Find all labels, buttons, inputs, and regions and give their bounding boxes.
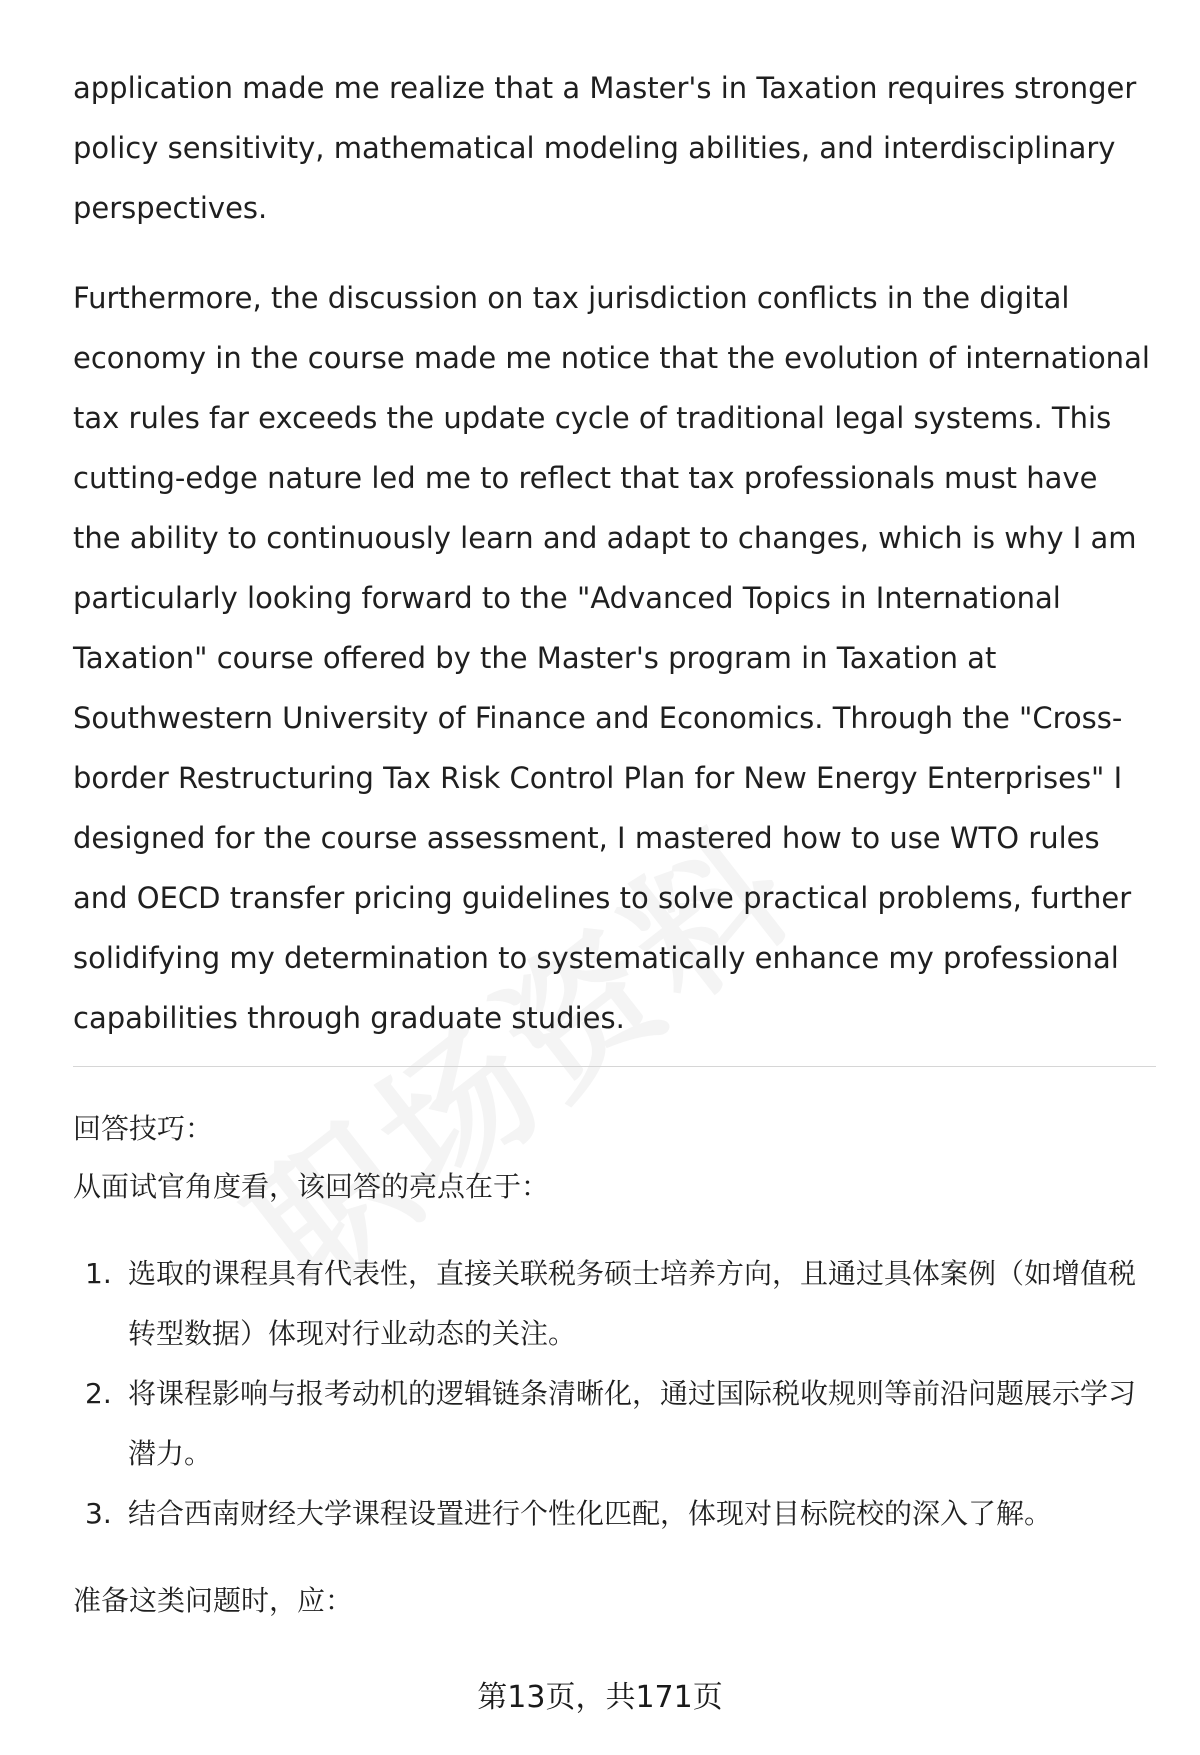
list-item-number: 3.: [85, 1497, 112, 1530]
list-item-number: 2.: [85, 1377, 112, 1410]
tips-list: [73, 1244, 1163, 1544]
answer-body: [73, 58, 1153, 1048]
prep-heading: 准备这类问题时，应：: [73, 1584, 354, 1617]
page-number: 第13页，共171页: [477, 1680, 723, 1715]
list-item-number: 1.: [85, 1257, 112, 1290]
tips-heading: 回答技巧：: [73, 1112, 214, 1145]
tips-intro: 从面试官角度看，该回答的亮点在于：: [73, 1170, 550, 1203]
list-item: [73, 1244, 1163, 1364]
section-divider: [73, 1066, 1156, 1067]
answer-paragraph-1: application made me realize that a Master's in Taxation requires stronger policy sensitivity, mathematical modeling abilities, and interdisciplinary perspectives.: [73, 71, 1137, 225]
list-item: [73, 1364, 1163, 1484]
list-item-text: 选取的课程具有代表性，直接关联税务硕士培养方向，且通过具体案例（如增值税转型数据）体现对行业动态的关注。: [128, 1257, 1137, 1350]
tips-section: [73, 1100, 1163, 1630]
list-item-text: 结合西南财经大学课程设置进行个性化匹配，体现对目标院校的深入了解。: [128, 1497, 1053, 1530]
answer-paragraph-2: Furthermore, the discussion on tax jurisdiction conflicts in the digital economy in the course made me notice that the evolution of international tax rules far exceeds the update cycle of traditional legal systems. This cutting-edge nature led me to reflect that tax professionals must have the ability to continuously learn and adapt to changes, which is why I am particularly looking forward to the "Advanced Topics in International Taxation" course offered by the Master's program in Taxation at Southwestern University of Finance and Economics. Through the "Cross-border Restructuring Tax Risk Control Plan for New Energy Enterprises" I designed for the course assessment, I mastered how to use WTO rules and OECD transfer pricing guidelines to solve practical problems, further solidifying my determination to systematically enhance my professional capabilities through graduate studies.: [73, 281, 1150, 1035]
list-item-text: 将课程影响与报考动机的逻辑链条清晰化，通过国际税收规则等前沿问题展示学习潜力。: [128, 1377, 1137, 1470]
list-item: [73, 1484, 1163, 1544]
